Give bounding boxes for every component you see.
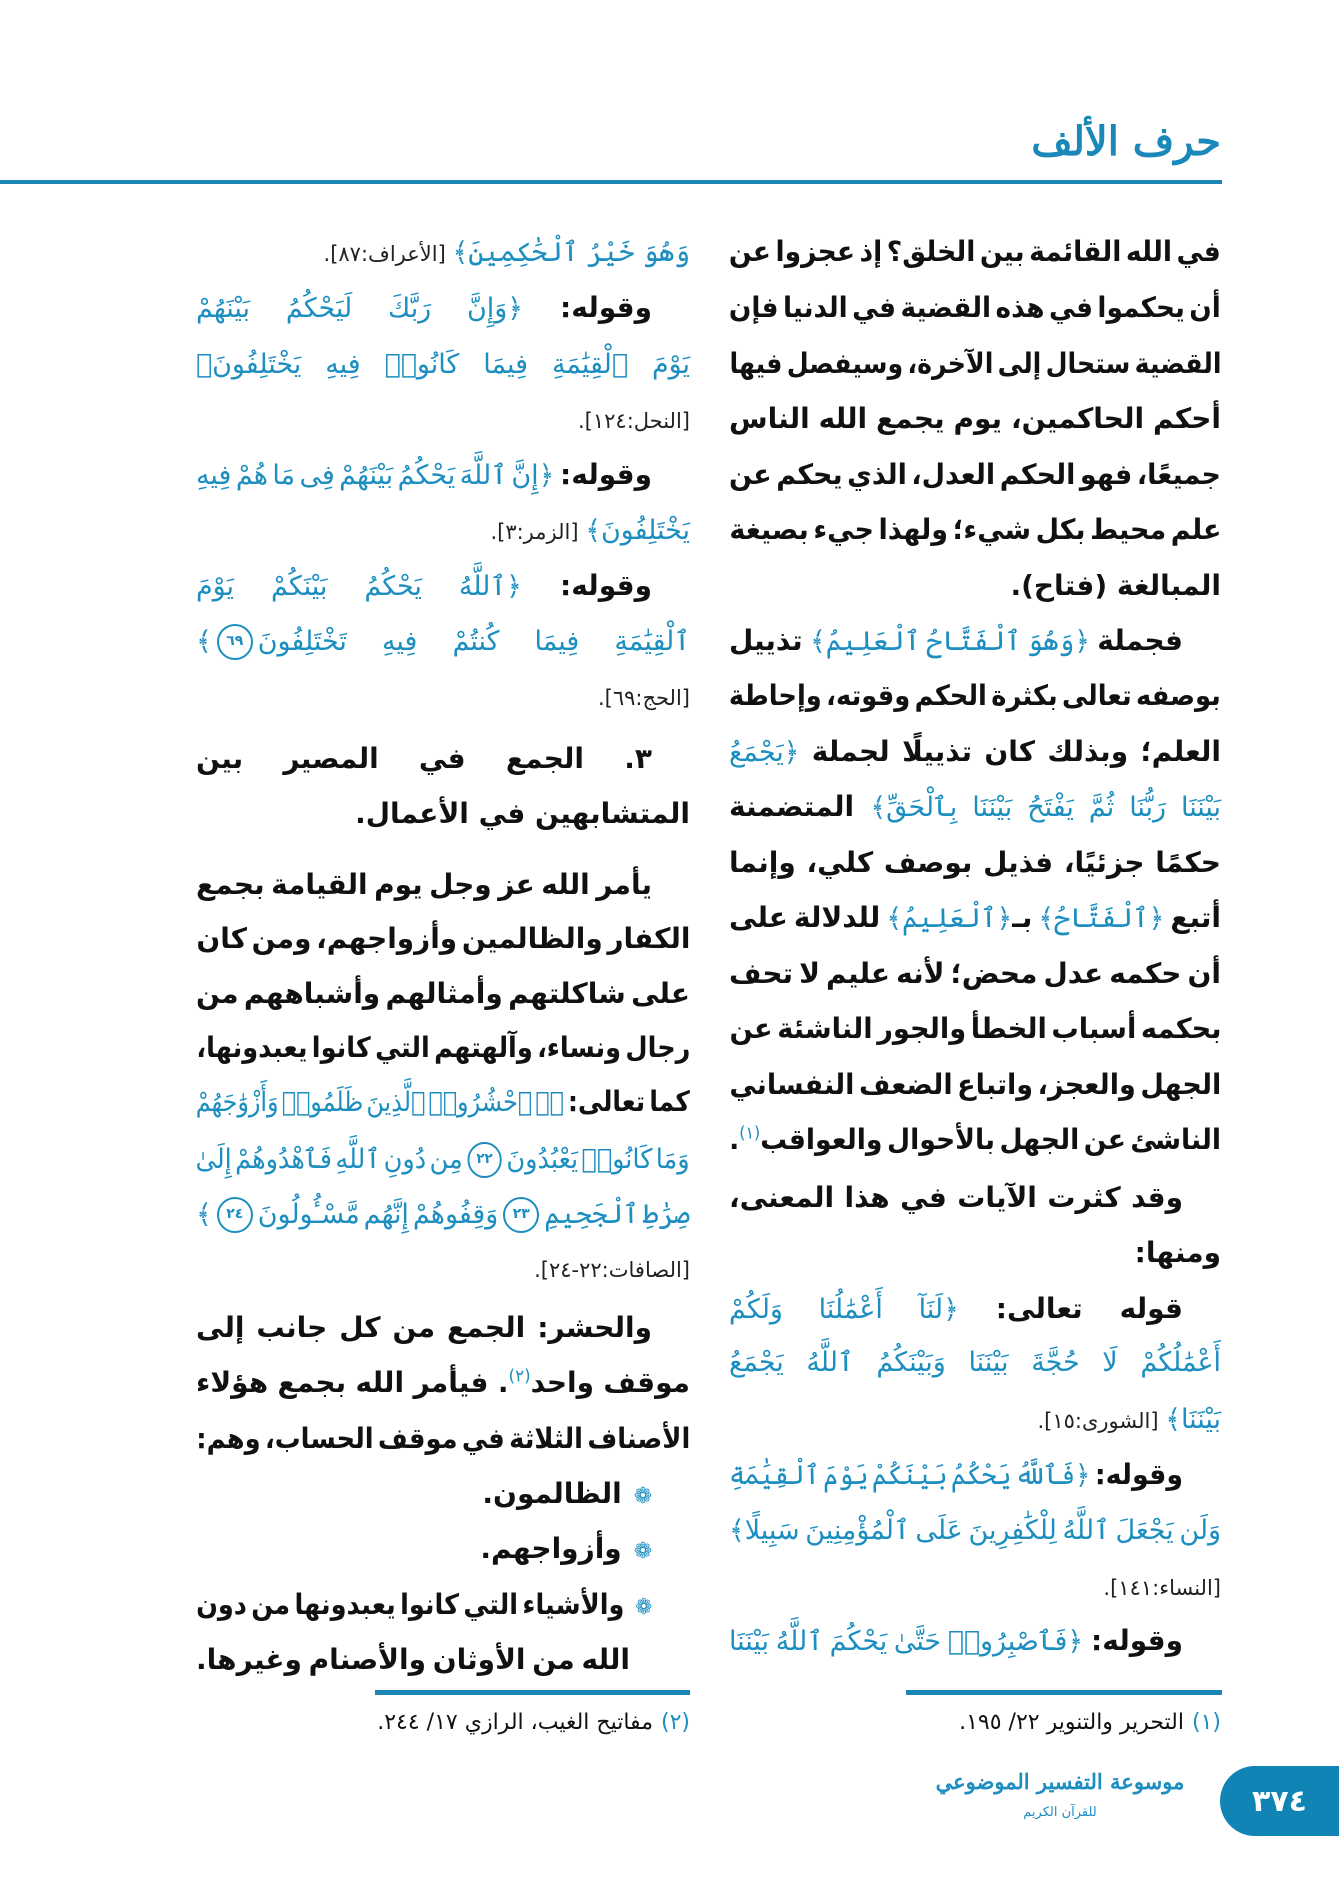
verse-reference: [النساء:١٤١]. bbox=[1103, 1576, 1221, 1600]
body-text: رجال ونساء، وآلهتهم التي كانوا يعبدونها، bbox=[196, 1031, 690, 1064]
line-content bbox=[196, 1022, 690, 1074]
logo-subtitle: للقرآن الكريم bbox=[1023, 1805, 1097, 1820]
quran-text: يَوْمَ ٱلْقِيَٰمَةِ فِيمَا كَانُوا۟ فِيهِ يَخْتَلِفُونَ﴾ bbox=[196, 349, 690, 380]
line-content bbox=[196, 913, 690, 965]
footnote-text: التحرير والتنوير ٢٢/ ١٩٥. bbox=[959, 1710, 1184, 1735]
line-content bbox=[729, 1283, 1183, 1336]
body-text: كما تعالى: bbox=[564, 1085, 690, 1118]
line-content bbox=[1135, 1227, 1221, 1279]
body-text: وقوله: bbox=[1083, 1624, 1183, 1657]
line-content bbox=[1037, 1393, 1221, 1447]
quran-text: ﴿يَجْمَعُ bbox=[729, 737, 800, 768]
quran-text: ﴿إِنَّ ٱللَّهَ يَحْكُمُ بَيْنَهُمْ فِى مَا هُمْ فِيهِ bbox=[196, 460, 555, 491]
body-text: وأزواجهم. bbox=[480, 1532, 622, 1565]
quran-text: ﴿فَٱصْبِرُوا۟ حَتَّىٰ يَحْكُمَ ٱللَّهُ بَيْنَنَا bbox=[728, 1626, 1084, 1657]
footnote-text: مفاتيح الغيب، الرازي ١٧/ ٢٤٤. bbox=[377, 1710, 653, 1735]
quran-text: ٱلْقِيَٰمَةِ فِيمَا كُنتُمْ فِيهِ تَخْتَلِفُونَ bbox=[257, 626, 690, 657]
quran-text: وَقِفُوهُمْ إِنَّهُم مَّسْـُٔولُونَ bbox=[257, 1199, 499, 1230]
quran-text: ﴿وَإِنَّ رَبَّكَ لَيَحْكُمُ بَيْنَهُمْ bbox=[196, 293, 523, 324]
line-content bbox=[196, 1579, 652, 1634]
verse-reference: [النحل:١٢٤]. bbox=[577, 409, 690, 433]
line-content bbox=[534, 1242, 690, 1296]
quran-text: ﴿ٱلْعَلِيمُ﴾ bbox=[886, 903, 1013, 934]
body-text: الأصناف الثلاثة في موقف الحساب، وهم: bbox=[196, 1422, 690, 1455]
line-content bbox=[480, 1523, 652, 1578]
text-line bbox=[196, 1022, 690, 1074]
text-line bbox=[729, 1227, 1221, 1279]
line-content bbox=[196, 338, 690, 391]
text-line bbox=[196, 1076, 690, 1128]
line-content bbox=[729, 670, 1221, 722]
line-content bbox=[729, 892, 1221, 945]
verse-reference: [الأعراف:٨٧]. bbox=[323, 242, 453, 266]
line-content bbox=[324, 226, 690, 280]
line-content bbox=[729, 1504, 1221, 1557]
line-content bbox=[729, 948, 1221, 1000]
line-content bbox=[729, 1172, 1183, 1224]
line-content bbox=[490, 504, 690, 558]
line-content bbox=[196, 859, 652, 911]
text-line bbox=[729, 338, 1221, 390]
body-text: في الله القائمة بين الخلق؟ إذ عجزوا عن bbox=[729, 235, 1221, 268]
text-line bbox=[196, 338, 690, 390]
text-line bbox=[729, 282, 1221, 334]
section-heading bbox=[196, 733, 690, 785]
text-line bbox=[196, 282, 690, 334]
body-text: أحكم الحاكمين، يوم يجمع الله الناس bbox=[729, 402, 1221, 435]
line-content bbox=[729, 726, 1221, 779]
text-line bbox=[729, 226, 1221, 278]
body-text: على شاكلتهم وأمثالهم وأشباههم من bbox=[196, 977, 690, 1010]
line-content bbox=[729, 504, 1221, 556]
text-line bbox=[729, 1059, 1221, 1111]
verse-number-icon: ٢٤ bbox=[217, 1197, 253, 1233]
text-line bbox=[196, 1133, 690, 1185]
footnote-1 bbox=[959, 1703, 1221, 1743]
line-content bbox=[729, 338, 1221, 390]
body-text: القضية ستحال إلى الآخرة، وسيفصل فيها bbox=[728, 347, 1221, 380]
body-text: والحشر: الجمع من كل جانب إلى bbox=[196, 1311, 652, 1344]
text-line bbox=[196, 1634, 690, 1686]
line-content bbox=[196, 1076, 690, 1129]
quran-text: ﴿لَنَآ أَعْمَٰلُنَا وَلَكُمْ bbox=[728, 1294, 959, 1325]
line-content bbox=[729, 615, 1183, 668]
text-line bbox=[729, 781, 1221, 833]
body-text: العلم؛ وبذلك كان تذييلًا لجملة bbox=[799, 735, 1221, 768]
line-content bbox=[729, 1003, 1221, 1055]
footnote-2 bbox=[377, 1703, 690, 1743]
body-text: وقد كثرت الآيات في هذا المعنى، bbox=[729, 1181, 1183, 1214]
body-text: الظالمون. bbox=[482, 1477, 622, 1510]
text-line bbox=[729, 1003, 1221, 1055]
quran-text: ﴿وَهُوَ ٱلْفَتَّاحُ ٱلْعَلِيمُ﴾ bbox=[809, 626, 1090, 657]
text-line bbox=[729, 726, 1221, 778]
text-line bbox=[729, 1393, 1221, 1445]
text-line bbox=[196, 670, 690, 722]
verse-number-icon: ٢٢ bbox=[468, 1142, 502, 1178]
text-line bbox=[729, 1336, 1221, 1388]
text-line bbox=[729, 1560, 1221, 1612]
footnote-divider bbox=[375, 1690, 690, 1695]
line-content bbox=[196, 1302, 652, 1354]
bullet-flower-icon: ❁ bbox=[633, 1539, 652, 1564]
line-content bbox=[729, 1336, 1221, 1389]
text-line bbox=[729, 615, 1221, 667]
text-line bbox=[196, 226, 690, 278]
verse-reference: [الزمر:٣]. bbox=[490, 520, 586, 544]
text-line bbox=[196, 1302, 690, 1354]
body-text: الناشئ عن الجهل بالأحوال والعواقب bbox=[760, 1123, 1221, 1156]
line-content bbox=[196, 449, 652, 502]
body-text: يأمر الله عز وجل يوم القيامة بجمع bbox=[196, 868, 652, 901]
encyclopedia-logo bbox=[915, 1760, 1205, 1838]
line-content bbox=[196, 733, 652, 785]
text-line bbox=[196, 615, 690, 667]
text-line bbox=[196, 449, 690, 501]
bullet-flower-icon: ❁ bbox=[635, 1595, 652, 1620]
text-line bbox=[196, 393, 690, 445]
quran-text: بَيْنَنَا﴾ bbox=[1165, 1404, 1221, 1435]
body-text: الكفار والظالمين وأزواجهم، ومن كان bbox=[195, 922, 690, 955]
line-content bbox=[729, 449, 1221, 501]
line-content bbox=[729, 1449, 1183, 1502]
text-line bbox=[729, 670, 1221, 722]
body-text: حكمًا جزئيًا، فذيل بوصف كلي، وإنما bbox=[729, 846, 1221, 879]
body-text: المتشابهين في الأعمال. bbox=[355, 797, 690, 830]
line-content bbox=[729, 1059, 1221, 1111]
body-text: للدلالة على bbox=[729, 901, 887, 934]
section-heading bbox=[196, 788, 690, 840]
line-content bbox=[196, 1357, 690, 1409]
quran-text: وَهُوَ خَيْرُ ٱلْحَٰكِمِينَ﴾ bbox=[452, 237, 690, 268]
text-line bbox=[729, 837, 1221, 889]
line-content bbox=[729, 837, 1221, 889]
body-text: وقوله: bbox=[554, 458, 652, 491]
quran-text: ﴾ bbox=[196, 1199, 212, 1230]
quran-text: مِن دُونِ ٱللَّهِ فَٱهْدُوهُمْ إِلَىٰ bbox=[195, 1144, 464, 1175]
text-line bbox=[729, 1615, 1221, 1667]
body-text: ٣. الجمع في المصير بين bbox=[196, 742, 652, 775]
quran-text: صِرَٰطِ ٱلْجَحِيمِ bbox=[544, 1199, 690, 1230]
line-content bbox=[598, 670, 690, 724]
text-line bbox=[196, 1188, 690, 1240]
quran-text: ﴾ bbox=[196, 626, 212, 657]
body-text: بـ bbox=[1012, 901, 1039, 934]
text-line bbox=[196, 1413, 690, 1465]
quran-text: وَلَن يَجْعَلَ ٱللَّهُ لِلْكَٰفِرِينَ عَلَى ٱلْمُؤْمِنِينَ سَبِيلًا﴾ bbox=[729, 1515, 1221, 1546]
line-content bbox=[729, 781, 1221, 834]
line-content bbox=[729, 1615, 1183, 1668]
text-line bbox=[729, 892, 1221, 944]
line-content bbox=[1103, 1560, 1221, 1614]
quran-text: أَعْمَٰلُكُمْ لَا حُجَّةَ بَيْنَنَا وَبَيْنَكُمُ ٱللَّهُ يَجْمَعُ bbox=[729, 1347, 1221, 1378]
text-line bbox=[196, 859, 690, 911]
body-text: تذييل bbox=[729, 624, 810, 657]
verse-number-icon: ٢٣ bbox=[503, 1197, 539, 1233]
text-line bbox=[729, 393, 1221, 445]
body-text: قوله تعالى: bbox=[958, 1292, 1183, 1325]
body-text: أن حكمه عدل محض؛ لأنه عليم لا تحف bbox=[729, 957, 1221, 990]
line-content bbox=[355, 788, 690, 840]
body-text: جميعًا، فهو الحكم العدل، الذي يحكم عن bbox=[728, 458, 1221, 491]
footnote-number: (١) bbox=[1191, 1710, 1221, 1735]
line-content bbox=[196, 968, 690, 1020]
body-text: الله من الأوثان والأصنام وغيرها. bbox=[196, 1643, 630, 1676]
line-content bbox=[196, 282, 652, 335]
verse-number-icon: ٦٩ bbox=[217, 624, 253, 660]
line-content bbox=[729, 226, 1221, 278]
body-text: بوصفه تعالى بكثرة الحكم وقوته، وإحاطة bbox=[728, 679, 1221, 712]
list-item bbox=[196, 1579, 690, 1631]
body-text: أتبع bbox=[1164, 901, 1221, 934]
line-content bbox=[729, 1114, 1221, 1166]
line-content bbox=[196, 615, 690, 668]
line-content bbox=[729, 282, 1221, 334]
body-text: المبالغة (فتاح). bbox=[1010, 569, 1221, 602]
body-text: المتضمنة bbox=[729, 790, 871, 823]
line-content bbox=[196, 1634, 630, 1686]
line-content bbox=[196, 1133, 690, 1186]
line-content bbox=[196, 1413, 690, 1465]
body-text: وقوله: bbox=[522, 291, 652, 324]
body-text: وقوله: bbox=[1090, 1458, 1183, 1491]
line-content bbox=[729, 393, 1221, 445]
footnote-divider bbox=[906, 1690, 1222, 1695]
text-line bbox=[729, 560, 1221, 612]
chapter-title: حرف الألف bbox=[1031, 118, 1221, 165]
quran-text: ﴿ٱلْفَتَّاحُ﴾ bbox=[1038, 903, 1165, 934]
body-text: . فيأمر الله بجمع هؤلاء bbox=[196, 1366, 509, 1399]
verse-reference: [الصافات:٢٢-٢٤]. bbox=[534, 1258, 690, 1282]
page-number: ٣٧٤ bbox=[1220, 1766, 1339, 1836]
verse-reference: [الحج:٦٩]. bbox=[597, 686, 690, 710]
text-line bbox=[729, 504, 1221, 556]
quran-text: بَيْنَنَا رَبُّنَا ثُمَّ يَفْتَحُ بَيْنَنَا بِٱلْحَقِّ﴾ bbox=[870, 792, 1221, 823]
body-text: علم محيط بكل شيء؛ ولهذا جيء بصيغة bbox=[729, 513, 1221, 546]
line-content bbox=[578, 393, 690, 447]
header-divider bbox=[0, 180, 1222, 184]
body-text: ومنها: bbox=[1134, 1236, 1221, 1269]
quran-text: يَخْتَلِفُونَ﴾ bbox=[585, 515, 690, 546]
footnote-marker: (١) bbox=[739, 1122, 761, 1143]
body-text: الجهل والعجز، واتباع الضعف النفساني bbox=[729, 1068, 1221, 1101]
footnote-number: (٢) bbox=[660, 1710, 690, 1735]
line-content bbox=[1010, 560, 1221, 612]
quran-text: وَمَا كَانُوا۟ يَعْبُدُونَ bbox=[506, 1144, 690, 1175]
body-text: . bbox=[729, 1123, 740, 1156]
list-item bbox=[196, 1468, 690, 1520]
logo-title: موسوعة التفسير الموضوعي bbox=[935, 1769, 1185, 1794]
footnote-marker: (٢) bbox=[508, 1365, 531, 1386]
text-line bbox=[729, 1283, 1221, 1335]
bullet-flower-icon: ❁ bbox=[633, 1484, 652, 1509]
text-line bbox=[729, 1504, 1221, 1556]
text-line bbox=[196, 560, 690, 612]
text-line bbox=[196, 968, 690, 1020]
text-line bbox=[196, 913, 690, 965]
text-line bbox=[196, 1242, 690, 1294]
line-content bbox=[482, 1468, 652, 1523]
text-line bbox=[729, 449, 1221, 501]
body-text: فجملة bbox=[1089, 624, 1183, 657]
quran-text: ﴿فَٱللَّهُ يَحْكُمُ بَيْنَكُمْ يَوْمَ ٱلْقِيَٰمَةِ bbox=[729, 1460, 1091, 1491]
body-text: بحكمه أسباب الخطأ والجور الناشئة عن bbox=[728, 1012, 1221, 1045]
quran-text: ﴿۞ ٱحْشُرُوا۟ ٱلَّذِينَ ظَلَمُوا۟ وَأَزْوَٰجَهُمْ bbox=[195, 1087, 565, 1118]
verse-reference: [الشورى:١٥]. bbox=[1037, 1409, 1166, 1433]
text-line bbox=[729, 1172, 1221, 1224]
quran-text: ﴿ٱللَّهُ يَحْكُمُ بَيْنَكُمْ يَوْمَ bbox=[195, 571, 522, 602]
text-line bbox=[196, 504, 690, 556]
body-text: أن يحكموا في هذه القضية في الدنيا فإن bbox=[729, 291, 1221, 324]
text-line bbox=[729, 1449, 1221, 1501]
line-content bbox=[196, 1188, 690, 1241]
body-text: موقف واحد bbox=[530, 1366, 690, 1399]
text-line bbox=[196, 1357, 690, 1409]
text-line bbox=[729, 1114, 1221, 1166]
body-text: والأشياء التي كانوا يعبدونها من دون bbox=[196, 1588, 625, 1621]
list-item bbox=[196, 1523, 690, 1575]
text-line bbox=[729, 948, 1221, 1000]
body-text: وقوله: bbox=[521, 569, 652, 602]
line-content bbox=[196, 560, 652, 613]
